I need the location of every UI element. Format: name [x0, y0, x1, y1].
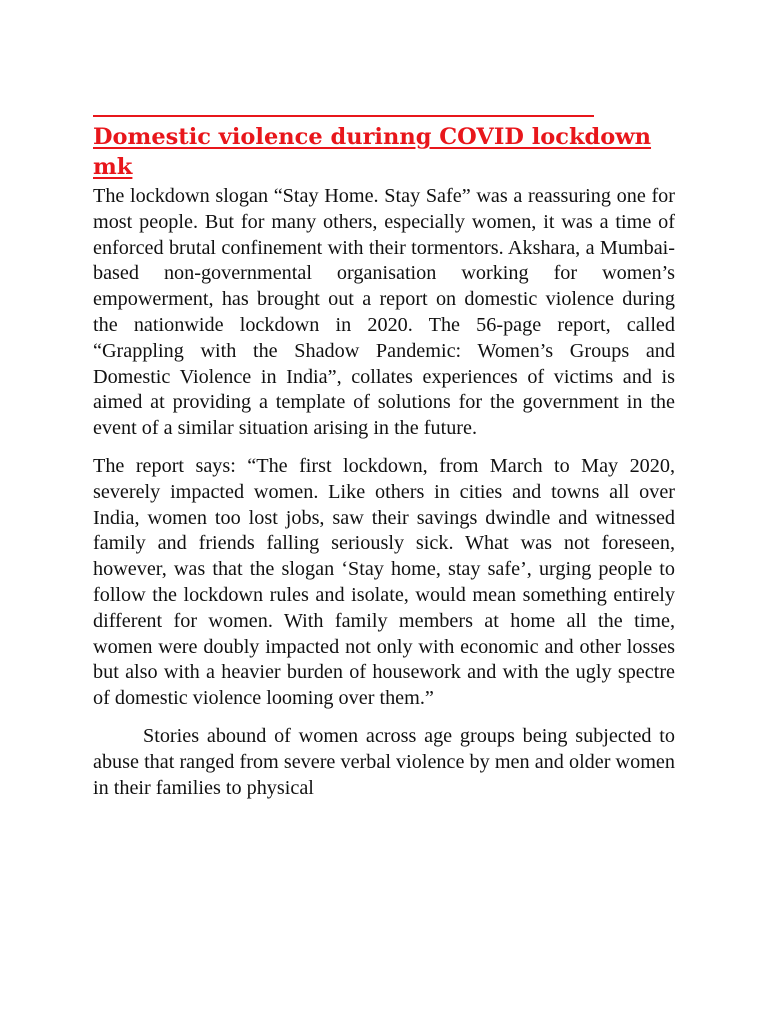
paragraph-stories: Stories abound of women across age groups being subjected to abuse that ranged from severe verbal violence by men and older women in their families to physical [93, 724, 675, 799]
document-body [93, 184, 675, 801]
paragraph-report-quote: The report says: “The first lockdown, from March to May 2020, severely impacted women. Like others in cities and towns all over India, women too lost jobs, saw their savings dwindle and witnessed family and friends falling seriously sick. What was not foreseen, however, was that the slogan ‘Stay home, stay safe’, urging people to follow the lockdown rules and isolate, would mean something entirely different for women. With family members at home all the time, women were doubly impacted not only with economic and other losses but also with a heavier burden of housework and with the ugly spectre of domestic violence looming over them.” [93, 454, 675, 710]
title-top-rule [93, 115, 594, 117]
document-title: Domestic violence durinng COVID lockdown mk [93, 124, 652, 180]
paragraph-lockdown-slogan: The lockdown slogan “Stay Home. Stay Safe” was a reassuring one for most people. But for many others, especially women, it was a time of enforced brutal confinement with their tormentors. Akshara, a Mumbai-based non-governmental organisation working for women’s empowerment, has brought out a report on domestic violence during the nationwide lockdown in 2020. The 56-page report, called “Grappling with the Shadow Pandemic: Women’s Groups and Domestic Violence in India”, collates experiences of victims and is aimed at providing a template of solutions for the government in the event of a similar situation arising in the future. [93, 185, 675, 440]
